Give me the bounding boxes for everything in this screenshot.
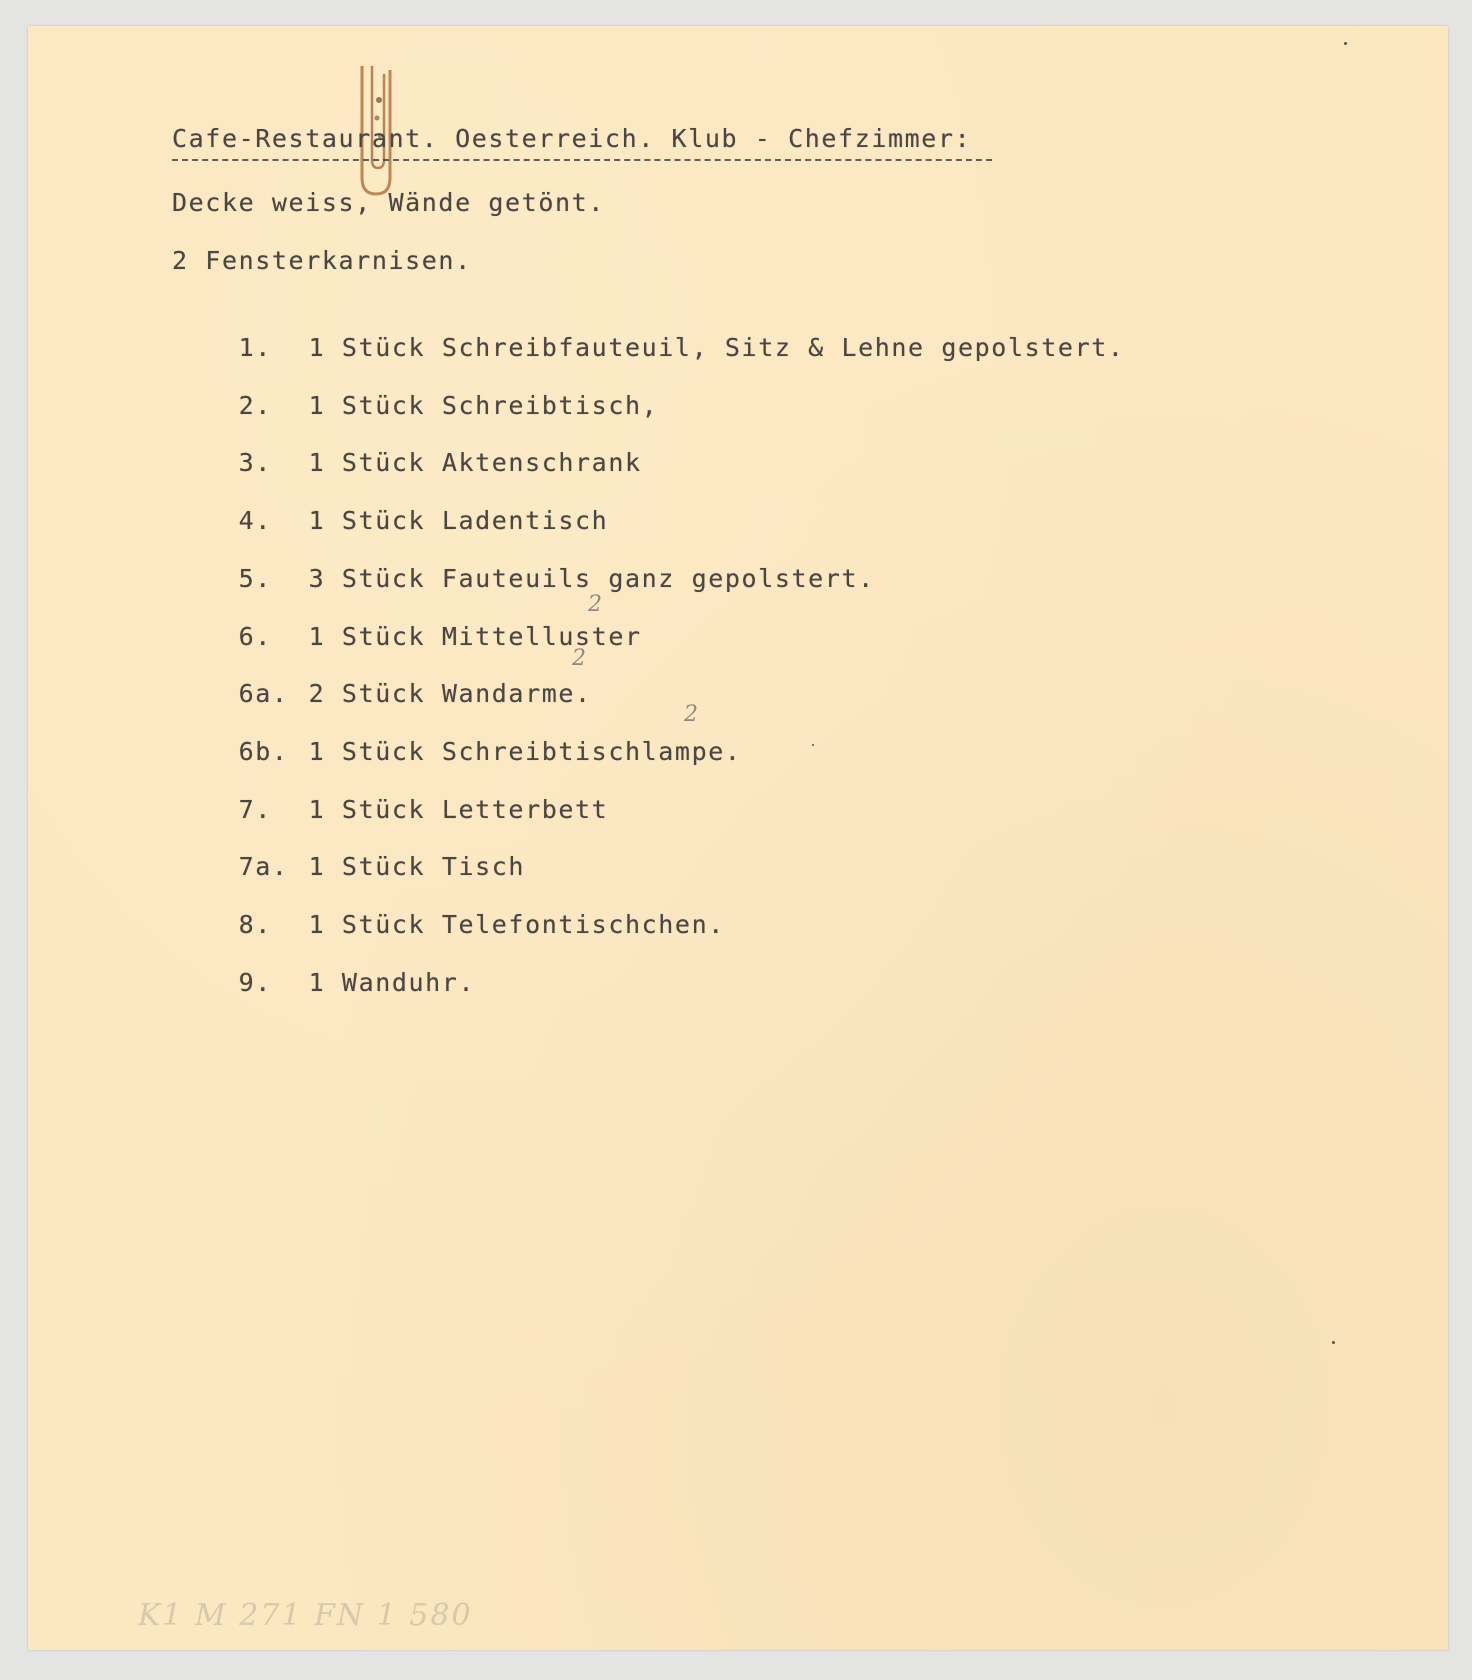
intro-line-ceiling: Decke weiss, Wände getönt. — [172, 188, 605, 217]
item-text: 1 Stück Schreibtischlampe. — [308, 737, 742, 766]
title-underline — [172, 159, 992, 161]
archive-inventory-number: K1 M 271 FN 1 580 — [138, 1598, 473, 1633]
item-text: 1 Stück Telefontischchen. — [308, 910, 725, 939]
item-text: 1 Wanduhr. — [308, 968, 476, 997]
ink-speck — [812, 744, 814, 746]
item-number: 7a. — [238, 852, 289, 881]
item-number: 2. — [238, 391, 272, 420]
document-sheet — [28, 26, 1448, 1650]
ink-speck — [1344, 42, 1347, 45]
item-text: 1 Stück Schreibfauteuil, Sitz & Lehne gepolstert. — [308, 333, 1125, 362]
pencil-mark: 2 — [572, 646, 586, 671]
list-item — [172, 939, 475, 1026]
item-number: 6b. — [238, 737, 289, 766]
document-title: Cafe-Restaurant. Oesterreich. Klub - Chefzimmer: — [172, 124, 972, 153]
item-number: 6. — [238, 622, 272, 651]
item-text: 2 Stück Wandarme. — [308, 679, 592, 708]
item-number: 5. — [238, 564, 272, 593]
ink-speck — [1332, 1341, 1335, 1344]
item-number: 8. — [238, 910, 272, 939]
item-text: 1 Stück Mittelluster — [308, 622, 642, 651]
intro-line-window: 2 Fensterkarnisen. — [172, 246, 472, 275]
pencil-mark: 2 — [684, 702, 698, 727]
item-text: 1 Stück Letterbett — [308, 795, 609, 824]
item-number: 4. — [238, 506, 272, 535]
pencil-mark: 2 — [588, 592, 602, 617]
item-number: 7. — [238, 795, 272, 824]
item-number: 6a. — [238, 679, 289, 708]
item-text: 1 Stück Ladentisch — [308, 506, 609, 535]
item-text: 1 Stück Tisch — [308, 852, 526, 881]
item-number: 9. — [238, 968, 272, 997]
item-text: 1 Stück Aktenschrank — [308, 448, 642, 477]
item-number: 3. — [238, 448, 272, 477]
item-text: 1 Stück Schreibtisch, — [308, 391, 659, 420]
item-text: 3 Stück Fauteuils ganz gepolstert. — [308, 564, 875, 593]
item-number: 1. — [238, 333, 272, 362]
